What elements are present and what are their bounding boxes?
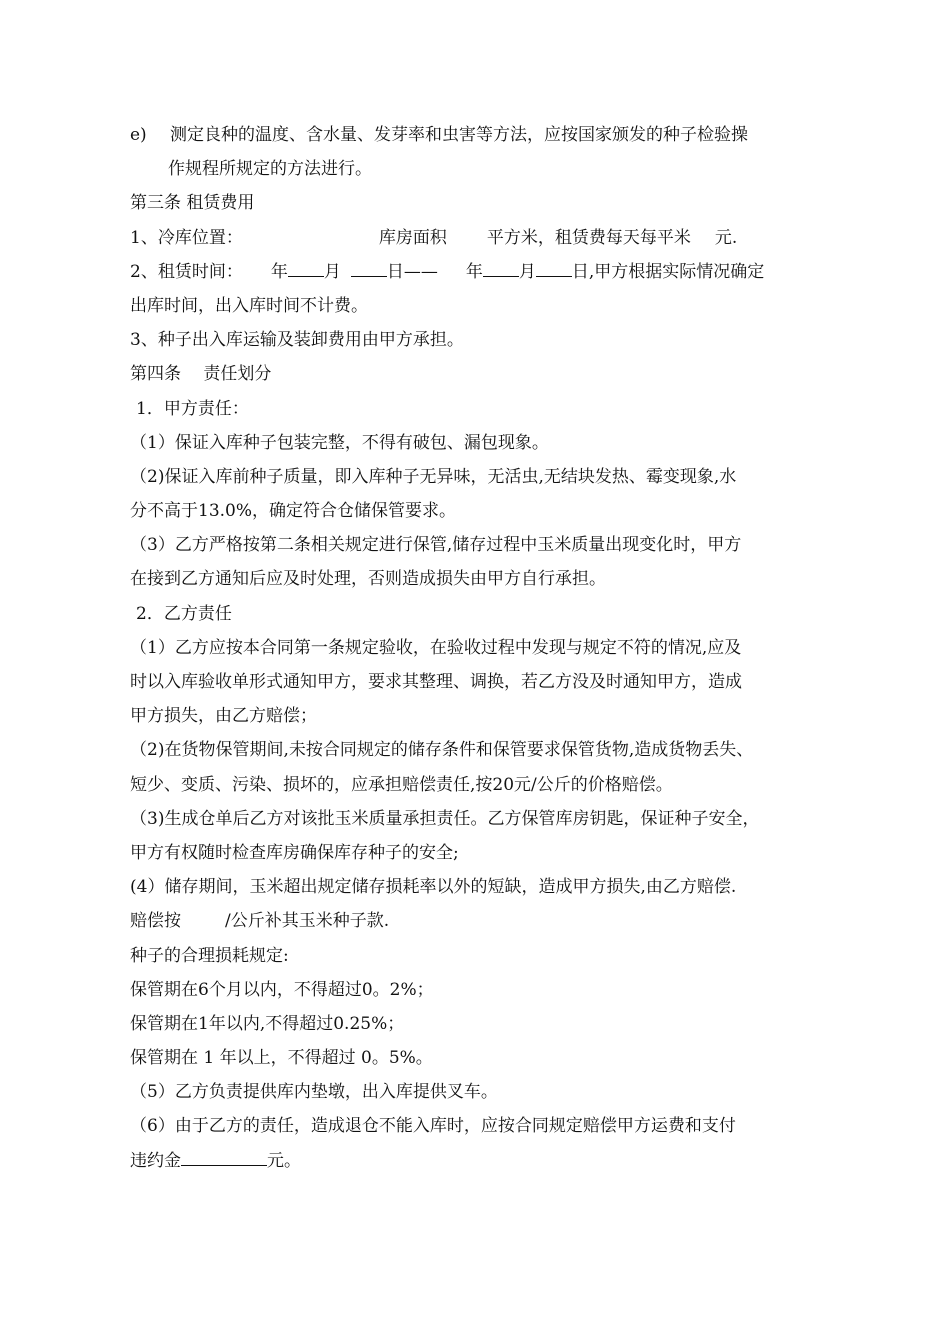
party-a-item-1: （1）保证入库种子包装完整，不得有破包、漏包现象。 (130, 432, 549, 453)
party-a-item-2-line2: 分不高于13.0%，确定符合仓储保管要求。 (130, 501, 457, 522)
loss-rule-over-1-year: 保管期在 1 年以上，不得超过 0。5%。 (130, 1048, 433, 1069)
party-b-item-1-line3: 甲方损失，由乙方赔偿； (130, 706, 317, 727)
party-a-item-2-line1: （2)保证入库前种子质量，即入库种子无异味，无活虫,无结块发热、霉变现象,水 (130, 466, 737, 487)
party-b-item-4-line1: (4）储存期间，玉米超出规定储存损耗率以外的短缺，造成甲方损失,由乙方赔偿. (130, 877, 737, 898)
blank-day (351, 259, 387, 277)
party-b-item-1-line2: 时以入库验收单形式通知甲方，要求其整理、调换，若乙方没及时通知甲方，造成 (130, 672, 742, 692)
party-a-item-3-line1: （3）乙方严格按第二条相关规定进行保管,储存过程中玉米质量出现变化时，甲方 (130, 535, 742, 556)
blank-day-2 (536, 259, 572, 277)
item-3-transport: 3、种子出入库运输及装卸费用由甲方承担。 (130, 330, 464, 351)
blank-penalty-amount (181, 1148, 267, 1166)
party-b-heading: 2．乙方责任 (136, 603, 232, 624)
party-a-item-3-line2: 在接到乙方通知后应及时处理，否则造成损失由甲方自行承担。 (130, 569, 606, 590)
party-b-item-4-line2: 赔偿按 /公斤补其玉米种子款. (130, 911, 390, 932)
loss-rule-1-year: 保管期在1年以内,不得超过0.25%； (130, 1013, 405, 1034)
clause-e-line2: 作规程所规定的方法进行。 (168, 159, 372, 180)
item-2-line2: 出库时间，出入库时间不计费。 (130, 295, 368, 316)
loss-rule-heading: 种子的合理损耗规定: (130, 945, 289, 966)
loss-rule-6-months: 保管期在6个月以内，不得超过0。2%； (130, 979, 434, 1000)
party-b-item-2-line1: （2)在货物保管期间,未按合同规定的储存条件和保管要求保管货物,造成货物丢失、 (130, 740, 754, 761)
clause-e-line1: e) 测定良种的温度、含水量、发芽率和虫害等方法，应按国家颁发的种子检验操 (130, 118, 830, 152)
blank-month-2 (483, 259, 519, 277)
blank-month (288, 259, 324, 277)
party-b-item-3-line1: （3)生成仓单后乙方对该批玉米质量承担责任。乙方保管库房钥匙，保证种子安全， (130, 808, 760, 829)
item-1-cold-storage: 1、冷库位置： 库房面积 平方米，租赁费每天每平米 元. (130, 227, 738, 248)
clause-e-label: e) (130, 125, 147, 145)
article-3-heading: 第三条 租赁费用 (130, 193, 255, 214)
party-b-item-2-line2: 短少、变质、污染、损坏的，应承担赔偿责任,按20元/公斤的价格赔偿。 (130, 774, 673, 795)
party-b-item-6-line2: 违约金 元。 (130, 1144, 830, 1178)
item-2-lease-time: 2、租赁时间： 年 月 日—— 年 月 日,甲方根据实际情况确定 (130, 255, 830, 289)
article-4-heading: 第四条 责任划分 (130, 364, 272, 385)
contract-body (130, 118, 830, 1178)
party-a-heading: 1．甲方责任： (136, 398, 249, 419)
party-b-item-5: （5）乙方负责提供库内垫墩，出入库提供叉车。 (130, 1082, 498, 1103)
party-b-item-6-line1: （6）由于乙方的责任，造成退仓不能入库时，应按合同规定赔偿甲方运费和支付 (130, 1116, 736, 1137)
party-b-item-3-line2: 甲方有权随时检查库房确保库存种子的安全; (130, 842, 459, 863)
party-b-item-1-line1: （1）乙方应按本合同第一条规定验收，在验收过程中发现与规定不符的情况,应及 (130, 637, 742, 658)
